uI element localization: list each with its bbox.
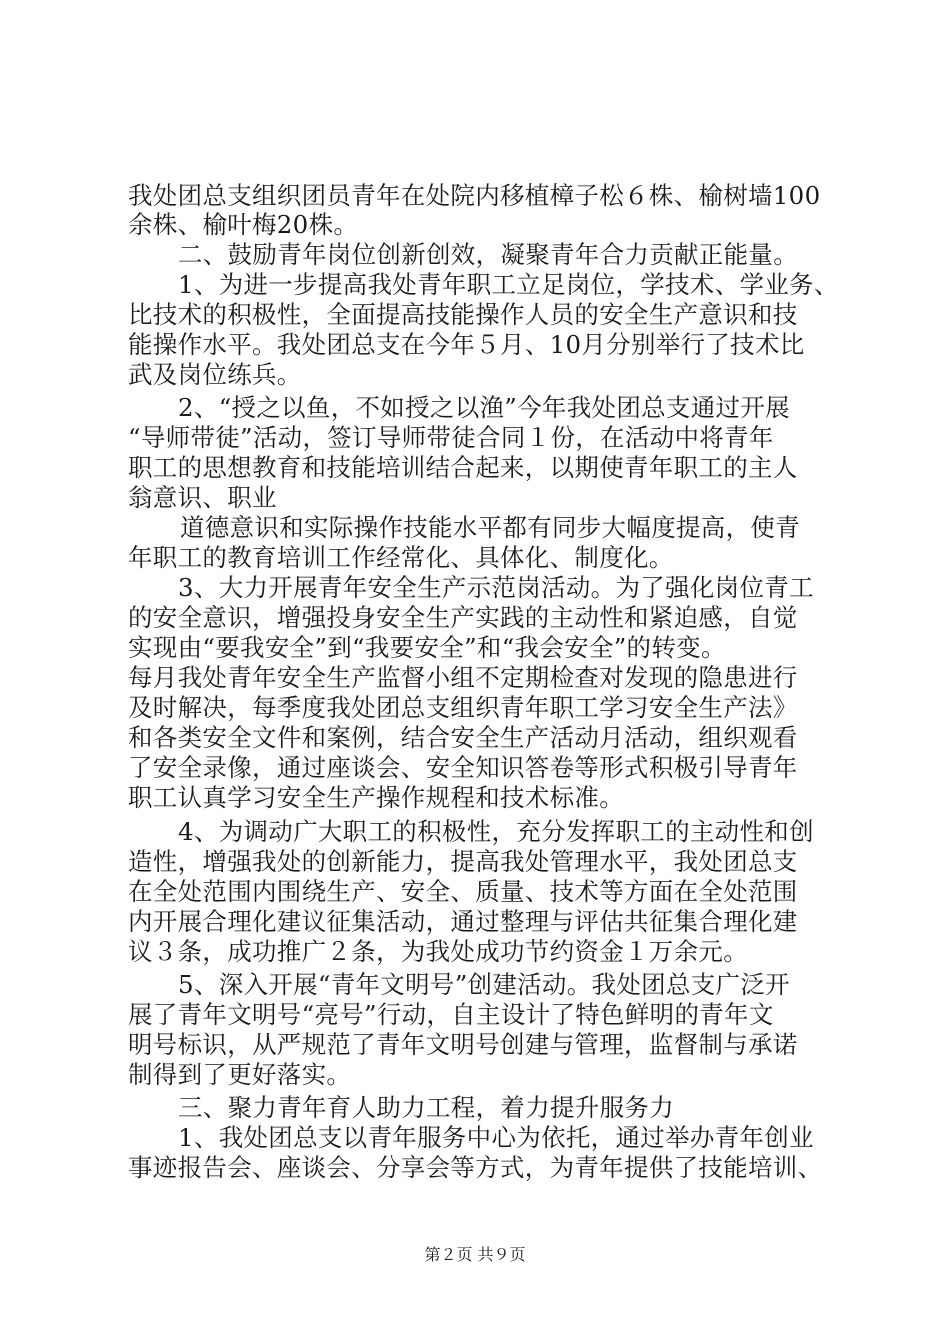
text-line: 1、我处团总支以青年服务中心为依托，通过举办青年创业 (178, 1123, 814, 1152)
text-line: 年职工的教育培训工作经常化、具体化、制度化。 (128, 543, 674, 572)
text-line: 1、为进一步提高我处青年职工立足岗位，学技术、学业务、 (178, 270, 839, 299)
text-line: 和各类安全文件和案例，结合安全生产活动月活动，组织观看 (128, 723, 798, 752)
text-line: 事迹报告会、座谈会、分享会等方式，为青年提供了技能培训、 (128, 1153, 823, 1182)
page-number-footer: 第２页 共９页 (424, 1245, 526, 1264)
section-heading: 二、鼓励青年岗位创新创效，凝聚青年合力贡献正能量。 (178, 240, 798, 269)
text-line: 制得到了更好落实。 (128, 1060, 352, 1089)
text-line: 能操作水平。我处团总支在今年５月、10月分别举行了技术比 (128, 330, 805, 359)
text-line: “导师带徒”活动，签订导师带徒合同１份，在活动中将青年 (128, 423, 774, 452)
text-line: 的安全意识，增强投身安全生产实践的主动性和紧迫感，自觉 (128, 603, 798, 632)
text-line: 翁意识、职业 (128, 483, 277, 512)
text-line: 实现由“要我安全”到“我要安全”和“我会安全”的转变。 (128, 633, 726, 662)
text-line: 3、大力开展青年安全生产示范岗活动。为了强化岗位青工 (178, 573, 814, 602)
text-line: 比技术的积极性，全面提高技能操作人员的安全生产意识和技 (128, 300, 798, 329)
text-line: 展了青年文明号“亮号”行动，自主设计了特色鲜明的青年文 (128, 1000, 774, 1029)
text-line: 4、为调动广大职工的积极性，充分发挥职工的主动性和创 (178, 817, 814, 846)
text-line: 道德意识和实际操作技能水平都有同步大幅度提高，使青 (180, 513, 800, 542)
text-line: 内开展合理化建议征集活动，通过整理与评估共征集合理化建 (128, 907, 798, 936)
text-line: 职工认真学习安全生产操作规程和技术标准。 (128, 783, 624, 812)
text-line: 及时解决，每季度我处团总支组织青年职工学习安全生产法》 (128, 693, 798, 722)
text-line: 5、深入开展“青年文明号”创建活动。我处团总支广泛开 (178, 970, 790, 999)
text-line: 我处团总支组织团员青年在处院内移植樟子松６株、榆树墙100 (128, 181, 821, 210)
text-line: 每月我处青年安全生产监督小组不定期检查对发现的隐患进行 (128, 663, 798, 692)
text-line: 职工的思想教育和技能培训结合起来，以期使青年职工的主人 (128, 453, 798, 482)
text-line: 了安全录像，通过座谈会、安全知识答卷等形式积极引导青年 (128, 753, 798, 782)
text-line: 余株、榆叶梅20株。 (128, 210, 359, 239)
text-line: 武及岗位练兵。 (128, 360, 302, 389)
text-line: 2、“授之以鱼，不如授之以渔”今年我处团总支通过开展 (178, 393, 790, 422)
text-line: 明号标识，从严规范了青年文明号创建与管理，监督制与承诺 (128, 1030, 798, 1059)
text-line: 造性，增强我处的创新能力，提高我处管理水平，我处团总支 (128, 847, 798, 876)
text-line: 议３条，成功推广２条，为我处成功节约资金１万余元。 (128, 937, 748, 966)
section-heading: 三、聚力青年育人助力工程，着力提升服务力 (178, 1093, 674, 1122)
text-line: 在全处范围内围绕生产、安全、质量、技术等方面在全处范围 (128, 877, 798, 906)
